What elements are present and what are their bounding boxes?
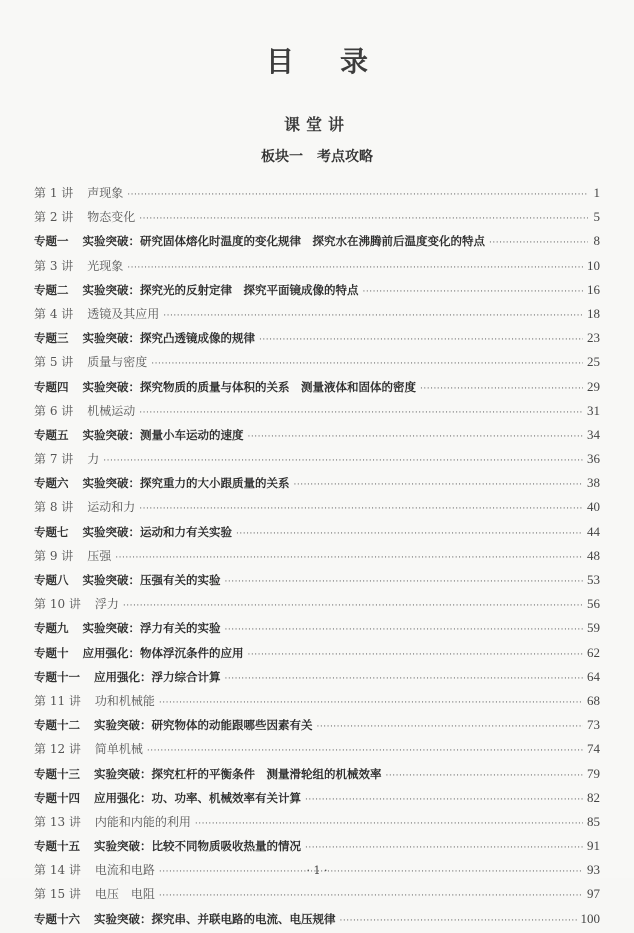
toc-topic-entry[interactable] <box>34 423 600 447</box>
toc-entry-title: 实验突破：研究物体的动能跟哪些因素有关 <box>94 718 313 733</box>
dot-leader <box>127 183 588 207</box>
toc-topic-entry[interactable] <box>34 713 600 737</box>
toc-entry-page-number: 16 <box>587 281 600 297</box>
dot-leader <box>159 691 583 715</box>
toc-entry-page-number: 25 <box>587 354 600 370</box>
toc-entry-number: 第 1 讲 <box>34 186 74 200</box>
toc-entry-title: 实验突破：研究固体熔化时温度的变化规律 探究水在沸腾前后温度变化的特点 <box>82 234 485 249</box>
toc-entry-page-number: 31 <box>587 402 600 418</box>
toc-entry-title: 实验突破：探究凸透镜成像的规律 <box>82 331 255 346</box>
toc-entry-number: 第 10 讲 <box>34 597 81 612</box>
toc-entry-number: 专题六 <box>34 476 69 491</box>
toc-entry-number: 专题一 <box>34 234 69 249</box>
toc-entry-title: 功和机械能 <box>94 693 155 708</box>
toc-lecture-entry[interactable] <box>34 447 600 471</box>
toc-entry-page-number: 100 <box>580 910 600 926</box>
dot-leader <box>305 788 583 812</box>
toc-entry-number: 第 12 讲 <box>34 742 81 757</box>
toc-lecture-entry[interactable] <box>34 399 600 423</box>
toc-entry-title: 声现象 <box>87 186 124 200</box>
toc-lecture-entry[interactable] <box>34 350 600 374</box>
toc-topic-entry[interactable] <box>34 665 600 689</box>
toc-lecture-entry[interactable] <box>34 544 600 568</box>
toc-entry-number: 第 4 讲 <box>34 306 74 321</box>
dot-leader <box>147 739 583 763</box>
dot-leader <box>115 546 583 570</box>
dot-leader <box>103 449 583 473</box>
toc-entry-number: 第 13 讲 <box>34 814 81 829</box>
section-title: 课堂讲 <box>283 115 350 134</box>
toc-entry-title: 压强 <box>87 548 112 563</box>
toc-entry-number: 专题十一 <box>34 669 80 684</box>
toc-lecture-entry[interactable] <box>34 737 600 761</box>
toc-entry-title: 电压 电阻 <box>94 887 155 902</box>
toc-topic-entry[interactable] <box>34 762 600 786</box>
toc-entry-number: 第 5 讲 <box>34 355 74 370</box>
dot-leader <box>420 377 583 401</box>
toc-entry-page-number: 74 <box>587 741 600 757</box>
toc-entry-page-number: 10 <box>587 257 600 273</box>
toc-entry-title: 应用强化：物体浮沉条件的应用 <box>82 645 244 660</box>
toc-entry-title: 实验突破：探究物质的质量与体积的关系 测量液体和固体的密度 <box>82 379 416 394</box>
toc-entry-page-number: 36 <box>587 451 600 467</box>
dot-leader <box>489 231 588 255</box>
toc-entry-title: 实验突破：探究串、并联电路的电流、电压规律 <box>94 911 336 926</box>
toc-topic-entry[interactable] <box>34 616 600 640</box>
toc-lecture-entry[interactable] <box>34 882 600 906</box>
dot-leader <box>139 497 583 521</box>
toc-lecture-entry[interactable] <box>34 689 600 713</box>
block-number: 板块一 <box>261 149 303 165</box>
table-of-contents <box>34 181 600 931</box>
dot-leader <box>236 522 583 546</box>
toc-entry-title: 质量与密度 <box>87 355 148 370</box>
dot-leader <box>159 884 583 908</box>
toc-entry-number: 专题四 <box>34 379 69 394</box>
toc-entry-title: 实验突破：压强有关的实验 <box>82 573 221 587</box>
dot-leader <box>317 715 584 739</box>
toc-entry-page-number: 73 <box>587 717 600 733</box>
block-name: 考点攻略 <box>317 149 373 165</box>
toc-lecture-entry[interactable] <box>34 495 600 519</box>
toc-entry-number: 专题三 <box>34 331 69 346</box>
dot-leader <box>225 667 584 691</box>
dot-leader <box>195 812 583 836</box>
dot-leader <box>248 643 584 667</box>
toc-entry-number: 第 15 讲 <box>34 887 81 902</box>
toc-entry-title: 运动和力 <box>87 500 136 515</box>
toc-entry-page-number: 8 <box>593 233 600 249</box>
page-title: 目录 <box>265 45 414 78</box>
toc-topic-entry[interactable] <box>34 278 600 302</box>
toc-entry-title: 实验突破：测量小车运动的速度 <box>82 427 244 442</box>
toc-entry-number: 第 3 讲 <box>34 258 74 273</box>
toc-lecture-entry[interactable] <box>34 592 600 616</box>
toc-entry-page-number: 48 <box>587 547 600 563</box>
toc-topic-entry[interactable] <box>34 834 600 858</box>
toc-entry-title: 简单机械 <box>94 742 143 757</box>
toc-entry-number: 专题七 <box>34 524 69 539</box>
toc-entry-title: 电流和电路 <box>94 863 155 878</box>
toc-topic-entry[interactable] <box>34 471 600 495</box>
dot-leader <box>139 401 583 425</box>
toc-entry-number: 第 11 讲 <box>34 693 81 708</box>
toc-entry-page-number: 59 <box>587 620 600 636</box>
dot-leader <box>151 352 583 376</box>
dot-leader <box>139 207 588 231</box>
dot-leader <box>225 618 584 642</box>
toc-entry-number: 第 7 讲 <box>34 452 74 467</box>
dot-leader <box>386 764 584 788</box>
toc-entry-page-number: 53 <box>587 572 600 587</box>
toc-lecture-entry[interactable] <box>34 254 600 278</box>
dot-leader <box>294 473 584 497</box>
dot-leader <box>127 256 583 280</box>
toc-entry-page-number: 1 <box>593 185 600 200</box>
toc-entry-number: 专题十四 <box>34 790 80 805</box>
toc-entry-title: 实验突破：比较不同物质吸收热量的情况 <box>94 839 301 854</box>
toc-entry-number: 专题二 <box>34 282 69 297</box>
dot-leader <box>248 425 584 449</box>
toc-entry-number: 专题十六 <box>34 911 80 926</box>
toc-entry-page-number: 29 <box>587 378 600 394</box>
toc-topic-entry[interactable] <box>34 326 600 350</box>
dot-leader <box>259 328 583 352</box>
toc-entry-page-number: 85 <box>587 813 600 829</box>
toc-entry-number: 专题九 <box>34 621 69 636</box>
toc-entry-number: 专题十三 <box>34 766 80 781</box>
toc-entry-page-number: 62 <box>587 644 600 660</box>
toc-entry-page-number: 56 <box>587 596 600 612</box>
toc-entry-title: 透镜及其应用 <box>87 306 160 321</box>
toc-entry-title: 实验突破：浮力有关的实验 <box>82 621 221 636</box>
dot-leader <box>225 570 584 594</box>
toc-entry-title: 光现象 <box>87 258 124 273</box>
toc-entry-page-number: 64 <box>587 668 600 684</box>
dot-leader <box>340 909 577 933</box>
toc-entry-page-number: 68 <box>587 692 600 708</box>
toc-entry-page-number: 93 <box>587 862 600 878</box>
toc-entry-page-number: 5 <box>593 209 600 225</box>
toc-entry-title: 实验突破：运动和力有关实验 <box>82 524 232 539</box>
toc-topic-entry[interactable] <box>34 375 600 399</box>
toc-entry-title: 应用强化：功、功率、机械效率有关计算 <box>94 790 301 805</box>
toc-entry-number: 专题八 <box>34 573 69 587</box>
toc-lecture-entry[interactable] <box>34 810 600 834</box>
toc-entry-title: 物态变化 <box>87 210 136 225</box>
toc-lecture-entry[interactable] <box>34 302 600 326</box>
toc-entry-title: 实验突破：探究重力的大小跟质量的关系 <box>82 476 290 491</box>
toc-entry-number: 专题十二 <box>34 718 80 733</box>
toc-topic-entry[interactable] <box>34 786 600 810</box>
page-number-footer: · 1 · <box>306 864 328 877</box>
toc-entry-number: 第 14 讲 <box>34 863 81 878</box>
toc-entry-page-number: 91 <box>587 838 600 854</box>
toc-topic-entry[interactable] <box>34 568 600 592</box>
toc-entry-title: 应用强化：浮力综合计算 <box>94 669 221 684</box>
dot-leader <box>163 304 583 328</box>
toc-entry-title: 机械运动 <box>87 403 136 418</box>
toc-entry-number: 第 6 讲 <box>34 403 74 418</box>
toc-entry-page-number: 82 <box>587 789 600 805</box>
toc-entry-page-number: 23 <box>587 330 600 346</box>
toc-entry-number: 专题十 <box>34 645 69 660</box>
toc-entry-page-number: 18 <box>587 305 600 321</box>
toc-entry-page-number: 38 <box>587 475 600 491</box>
toc-entry-page-number: 40 <box>587 499 600 515</box>
toc-lecture-entry[interactable] <box>34 205 600 229</box>
toc-entry-number: 专题十五 <box>34 839 80 854</box>
block-title <box>0 146 634 166</box>
toc-lecture-entry[interactable] <box>34 181 600 205</box>
toc-entry-page-number: 97 <box>587 886 600 902</box>
toc-entry-title: 力 <box>87 452 100 467</box>
toc-entry-title: 实验突破：探究光的反射定律 探究平面镜成像的特点 <box>82 282 359 297</box>
toc-entry-title: 内能和内能的利用 <box>94 814 191 829</box>
toc-topic-entry[interactable] <box>34 641 600 665</box>
toc-entry-number: 第 9 讲 <box>34 548 74 563</box>
dot-leader <box>123 594 583 618</box>
toc-entry-page-number: 44 <box>587 523 600 539</box>
dot-leader <box>363 280 584 304</box>
toc-topic-entry[interactable] <box>34 907 600 931</box>
dot-leader <box>305 836 583 860</box>
toc-entry-number: 第 8 讲 <box>34 500 74 515</box>
toc-entry-page-number: 79 <box>587 765 600 781</box>
toc-entry-page-number: 34 <box>587 426 600 442</box>
toc-entry-title: 浮力 <box>94 597 119 612</box>
toc-topic-entry[interactable] <box>34 229 600 253</box>
toc-entry-number: 第 2 讲 <box>34 210 74 225</box>
toc-entry-title: 实验突破：探究杠杆的平衡条件 测量滑轮组的机械效率 <box>94 766 382 781</box>
toc-topic-entry[interactable] <box>34 520 600 544</box>
toc-entry-number: 专题五 <box>34 427 69 442</box>
